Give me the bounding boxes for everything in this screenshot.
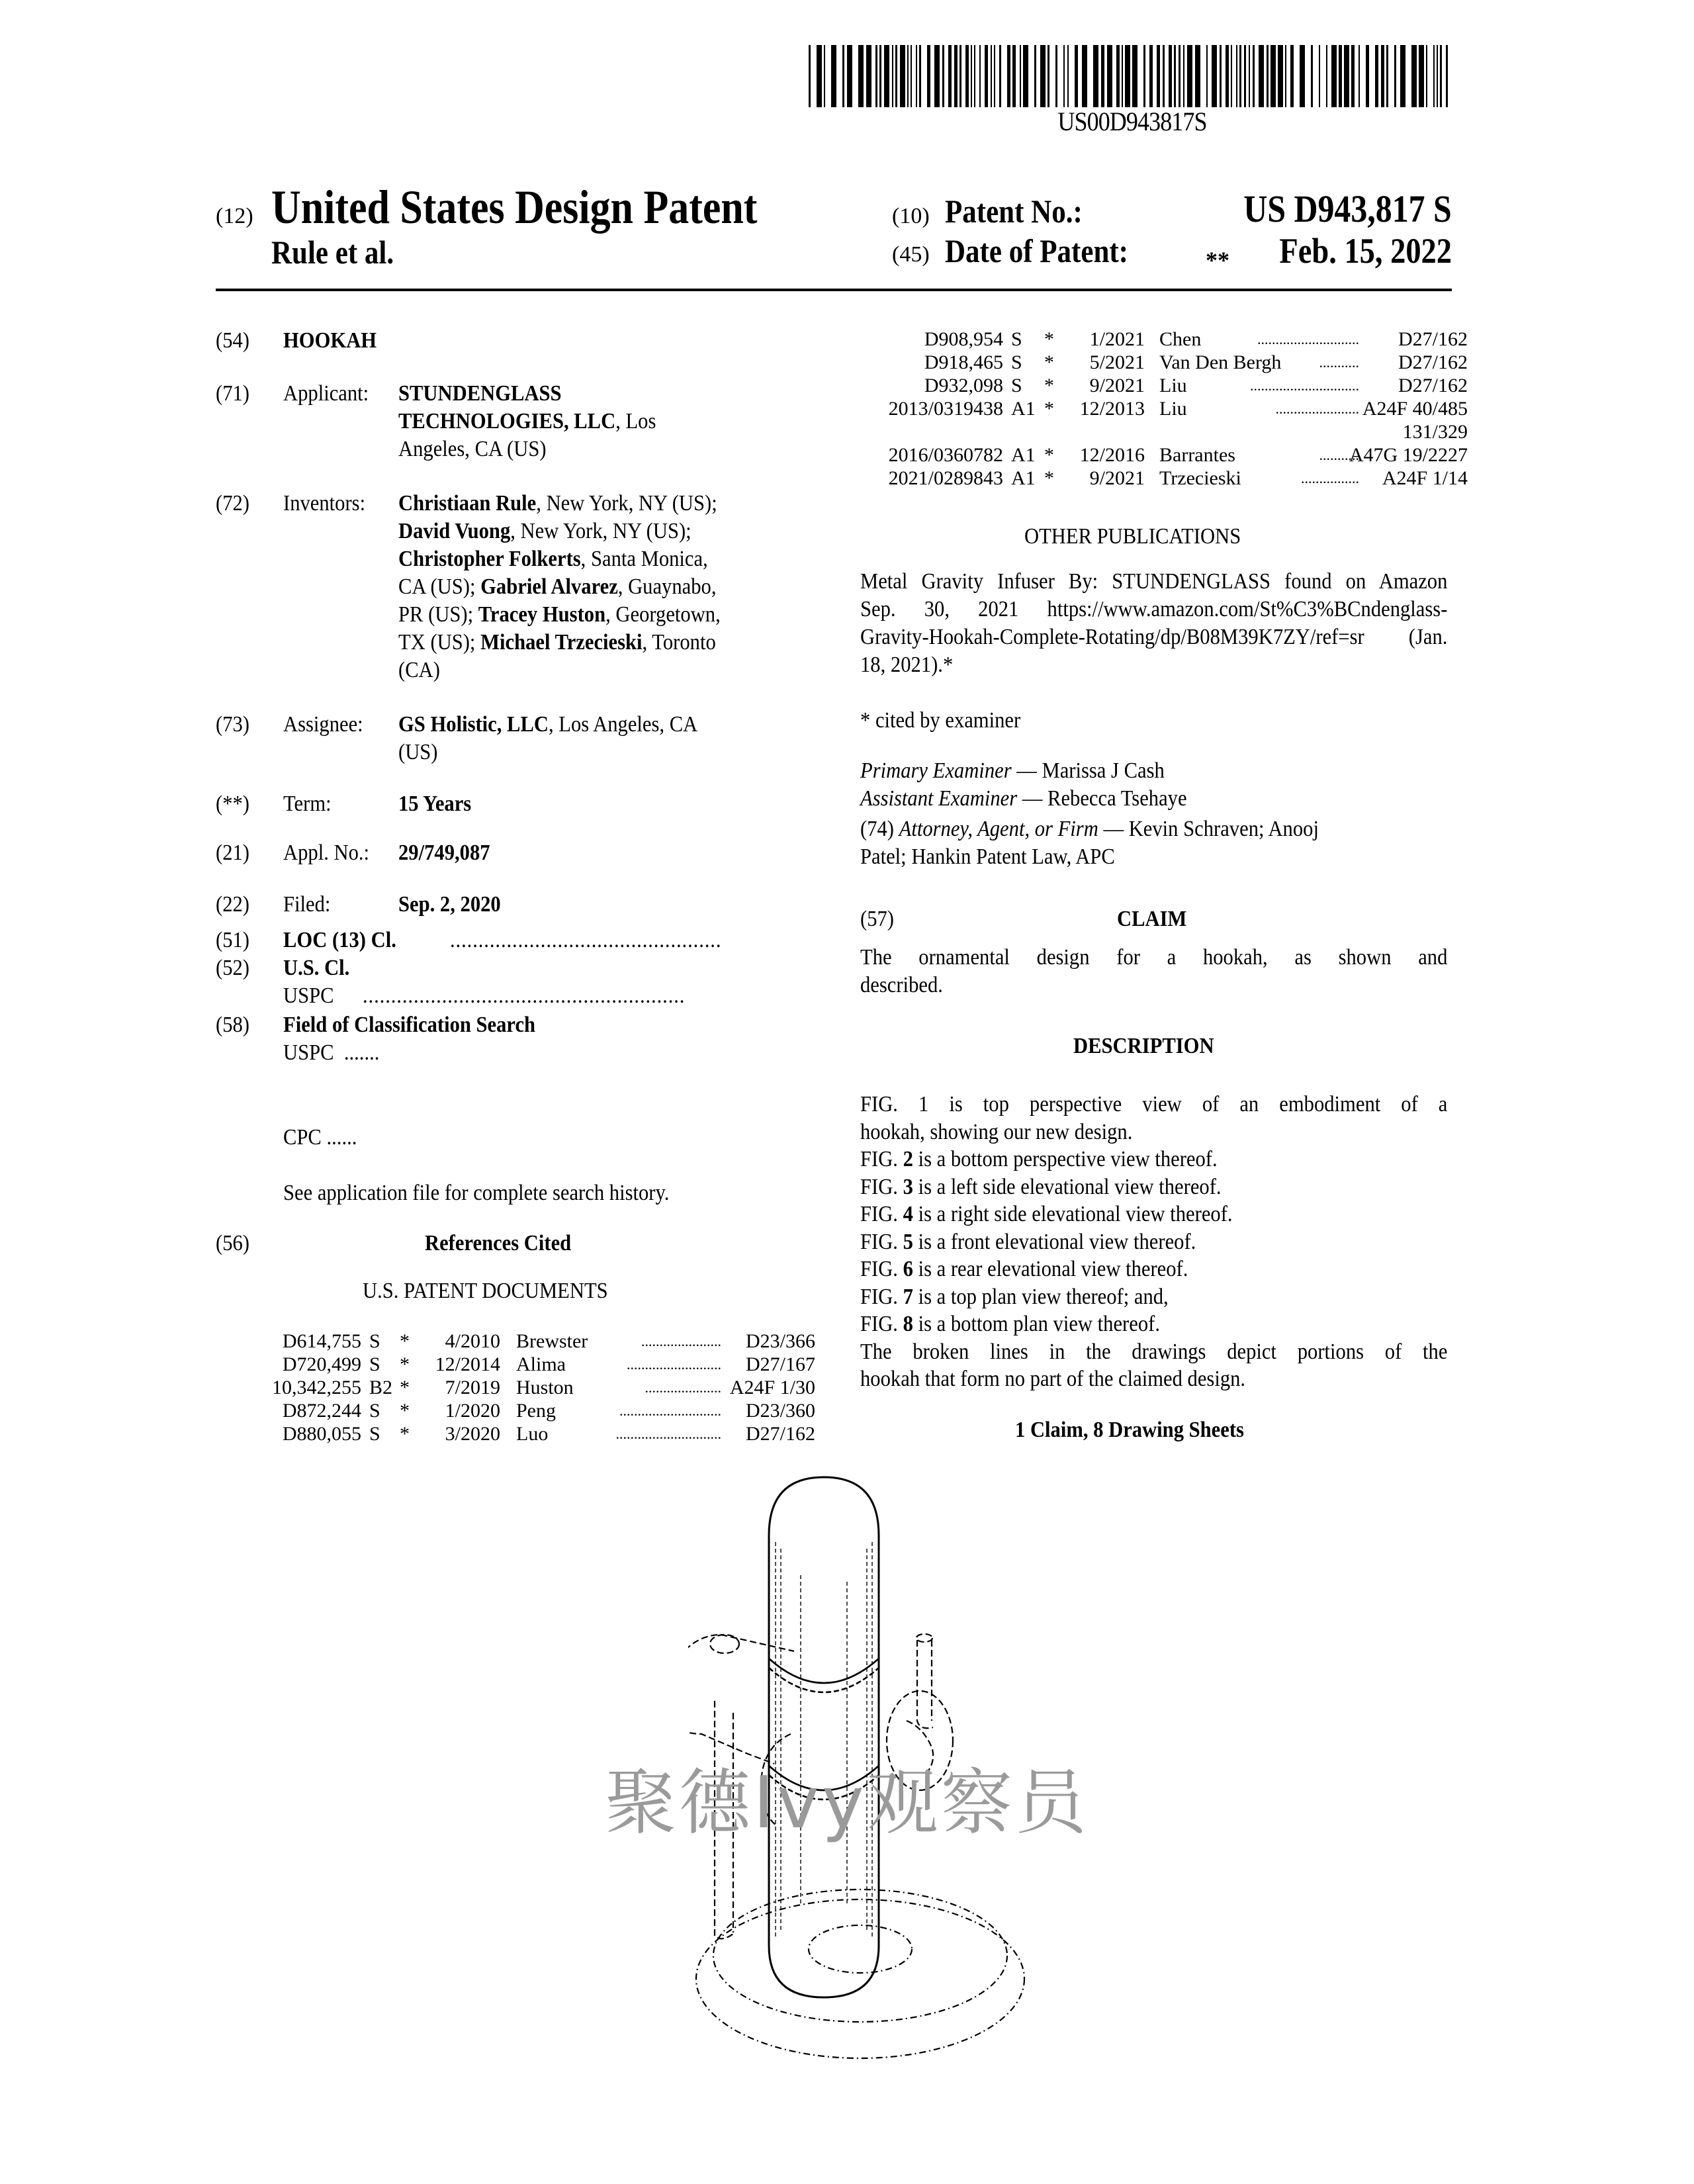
reference-number: D880,055 (282, 1423, 361, 1445)
reference-date: 3/2020 (445, 1423, 500, 1445)
inid-code-51: (51) (216, 928, 249, 952)
inventor-line: Christopher Folkerts, Santa Monica, (398, 547, 708, 571)
barcode-gap (1069, 45, 1075, 107)
reference-number: 2013/0319438 (888, 398, 1003, 420)
reference-star: * (1044, 398, 1054, 420)
reference-star: * (400, 1423, 410, 1445)
loc-dots: ................................................ (450, 928, 722, 952)
barcode-bar (1023, 45, 1028, 107)
inventor-line: (CA) (398, 658, 440, 682)
uspc-label: USPC (283, 983, 334, 1008)
other-pub-line: Sep. 30, 2021 https://www.amazon.com/St%C3%BCndenglass- (860, 597, 1448, 621)
reference-star: * (400, 1330, 410, 1352)
barcode-gap (1369, 45, 1375, 107)
inid-code-57: (57) (860, 907, 894, 931)
reference-number: 10,342,255 (272, 1377, 361, 1398)
barcode-bar (1419, 45, 1424, 107)
reference-row (0, 351, 1694, 374)
barcode-gap (1028, 45, 1034, 107)
reference-leader-dots: ............................ (1257, 331, 1359, 347)
barcode-gap (1405, 45, 1411, 107)
barcode-bar (1278, 45, 1283, 107)
reference-cls: D27/162 (746, 1423, 815, 1445)
reference-cls: D27/162 (1398, 351, 1468, 373)
barcode-gap (1001, 45, 1007, 107)
description-line: FIG. 8 is a bottom plan view thereof. (860, 1312, 1160, 1336)
inventor-line: TX (US); Michael Trzecieski, Toronto (398, 630, 716, 655)
reference-leader-dots: ...................... (641, 1333, 721, 1349)
reference-date: 9/2021 (1089, 375, 1145, 396)
description-line: The broken lines in the drawings depict portions of the (860, 1339, 1448, 1364)
inid-code-54: (54) (216, 328, 249, 353)
assignee-line-1: GS Holistic, LLC, Los Angeles, CA (398, 712, 698, 737)
barcode-bar (1187, 45, 1192, 107)
reference-name: Liu (1159, 398, 1187, 420)
uspc-dots: ......................................................... (363, 983, 686, 1008)
reference-leader-dots: ............................. (615, 1426, 721, 1442)
barcode-bar (831, 45, 836, 107)
barcode-gap (1388, 45, 1394, 107)
date-label: Date of Patent: (945, 232, 1129, 269)
barcode-bar (1040, 45, 1046, 107)
reference-kind: S (1011, 328, 1022, 350)
inid-code-52: (52) (216, 956, 249, 980)
reference-leader-dots: .......................... (627, 1356, 721, 1373)
reference-name: Brewster (516, 1330, 588, 1352)
reference-row (0, 1400, 1694, 1422)
barcode-bar (1400, 45, 1405, 107)
description-heading: DESCRIPTION (1073, 1034, 1214, 1058)
assistant-examiner: Assistant Examiner — Rebecca Tsehaye (860, 786, 1187, 811)
description-line: hookah that form no part of the claimed design. (860, 1367, 1246, 1391)
barcode-gap (1313, 45, 1319, 107)
date-marker: ** (1206, 247, 1229, 273)
barcode-bar (884, 45, 889, 107)
applicant-label: Applicant: (283, 381, 369, 406)
reference-date: 5/2021 (1089, 351, 1145, 373)
reference-star: * (1044, 351, 1054, 373)
patent-no-label: Patent No.: (945, 193, 1083, 230)
barcode-gap (852, 45, 858, 107)
field-search-note: See application file for complete search history. (283, 1181, 670, 1205)
barcode-bar (1259, 45, 1264, 107)
barcode-gap (1360, 45, 1366, 107)
primary-examiner: Primary Examiner — Marissa J Cash (860, 758, 1165, 783)
description-line: FIG. 3 is a left side elevational view thereof. (860, 1174, 1222, 1199)
reference-number: 2021/0289843 (888, 467, 1003, 489)
reference-date: 1/2020 (445, 1400, 500, 1422)
inid-code-term: (**) (216, 792, 249, 816)
reference-date: 12/2016 (1079, 444, 1145, 466)
barcode-bar (1344, 45, 1349, 107)
broken-line-base (696, 1889, 1024, 2058)
barcode-bar (858, 45, 864, 107)
reference-row (0, 375, 1694, 397)
reference-kind: S (369, 1353, 380, 1375)
inventor-short: Rule et al. (271, 234, 394, 271)
reference-name: Chen (1159, 328, 1202, 350)
reference-cls: A47G 19/2227 (1349, 444, 1468, 466)
barcode-gap (1049, 45, 1055, 107)
reference-row (0, 398, 1694, 420)
reference-cls: D23/360 (746, 1400, 815, 1422)
reference-star: * (400, 1377, 410, 1398)
reference-kind: S (1011, 375, 1022, 396)
reference-row (0, 444, 1694, 467)
reference-cls: D27/167 (746, 1353, 815, 1375)
barcode-bar (1107, 45, 1112, 107)
reference-date: 4/2010 (445, 1330, 500, 1352)
barcode-gap (1057, 45, 1063, 107)
inventor-line: David Vuong, New York, NY (US); (398, 519, 691, 543)
other-pub-line: 18, 2021).* (860, 653, 954, 677)
reference-kind: A1 (1011, 444, 1036, 466)
reference-number: D908,954 (924, 328, 1003, 350)
filed-label: Filed: (283, 892, 331, 917)
header-rule (216, 289, 1452, 291)
barcode-gap (1305, 45, 1311, 107)
barcode-bar (900, 45, 905, 107)
reference-row-continued (0, 421, 1694, 443)
barcode-bar (1125, 45, 1130, 107)
reference-number: D918,465 (924, 351, 1003, 373)
barcode-gap (1087, 45, 1093, 107)
barcode-bar (1411, 45, 1417, 107)
other-pubs-heading: OTHER PUBLICATIONS (1024, 524, 1241, 549)
reference-cls: A24F 1/14 (1382, 467, 1468, 489)
reference-row (0, 328, 1694, 351)
invention-title: HOOKAH (283, 328, 377, 353)
reference-kind: A1 (1011, 398, 1036, 420)
claim-text-line: described. (860, 973, 943, 997)
reference-name: Van Den Bergh (1159, 351, 1282, 373)
assignee-label: Assignee: (283, 712, 363, 737)
inventor-line: PR (US); Tracey Huston, Georgetown, (398, 602, 721, 627)
inventor-line: CA (US); Gabriel Alvarez, Guaynabo, (398, 574, 717, 599)
reference-name: Barrantes (1159, 444, 1235, 466)
barcode-gap (1200, 45, 1206, 107)
term-value: 15 Years (398, 792, 472, 816)
appl-no-value: 29/749,087 (398, 841, 490, 865)
reference-date: 12/2013 (1079, 398, 1145, 420)
reference-star: * (1044, 444, 1054, 466)
references-heading: References Cited (425, 1231, 572, 1255)
description-line: FIG. 6 is a rear elevational view thereof. (860, 1257, 1188, 1281)
reference-star: * (1044, 328, 1054, 350)
reference-number: D720,499 (282, 1353, 361, 1375)
document-title: United States Design Patent (271, 181, 758, 234)
inid-code-21: (21) (216, 841, 249, 865)
other-pub-line: Metal Gravity Infuser By: STUNDENGLASS found on Amazon (860, 569, 1448, 594)
reference-row (0, 467, 1694, 490)
claim-heading: CLAIM (1117, 907, 1187, 931)
reference-date: 1/2021 (1089, 328, 1145, 350)
reference-star: * (400, 1400, 410, 1422)
inid-code-10: (10) (892, 204, 930, 228)
reference-row (0, 1377, 1694, 1399)
applicant-line-3: Angeles, CA (US) (398, 437, 547, 461)
appl-no-label: Appl. No.: (283, 841, 370, 865)
reference-number: D932,098 (924, 375, 1003, 396)
barcode-gap (1294, 45, 1300, 107)
inid-code-22: (22) (216, 892, 249, 917)
reference-kind: S (369, 1400, 380, 1422)
barcode-bar (817, 45, 822, 107)
reference-name: Trzecieski (1159, 467, 1241, 489)
reference-date: 12/2014 (435, 1353, 500, 1375)
reference-leader-dots: ........... (1319, 354, 1359, 371)
reference-cls: A24F 40/485 (1362, 398, 1468, 420)
cited-by-examiner-note: * cited by examiner (860, 708, 1021, 733)
reference-kind: S (369, 1330, 380, 1352)
barcode-gap (825, 45, 831, 107)
barcode-bar (1132, 45, 1137, 107)
reference-number: D872,244 (282, 1400, 361, 1422)
attorney-line-2: Patel; Hankin Patent Law, APC (860, 844, 1115, 869)
barcode-bar (866, 45, 871, 107)
term-label: Term: (283, 792, 332, 816)
barcode-gap (836, 45, 842, 107)
other-pub-line: Gravity-Hookah-Complete-Rotating/dp/B08M39K7ZY/ref=sr (Jan. (860, 625, 1448, 649)
description-line: FIG. 2 is a bottom perspective view thereof. (860, 1147, 1218, 1171)
barcode-bar (847, 45, 852, 107)
reference-kind: S (1011, 351, 1022, 373)
barcode-bar (1082, 45, 1087, 107)
applicant-line-1: STUNDENGLASS (398, 381, 562, 406)
barcode-bar (1331, 45, 1337, 107)
reference-cls: A24F 1/30 (729, 1377, 815, 1398)
body-inner-lines (776, 1542, 872, 1939)
barcode-bar (1270, 45, 1276, 107)
loc-label: LOC (13) Cl. (283, 928, 396, 952)
reference-leader-dots: ....................... (1275, 400, 1359, 417)
field-cpc-label: CPC ...... (283, 1125, 357, 1150)
reference-cls: D23/366 (746, 1330, 815, 1352)
reference-row (0, 1423, 1694, 1445)
reference-kind: A1 (1011, 467, 1036, 489)
barcode-bar (1093, 45, 1098, 107)
reference-star: * (1044, 467, 1054, 489)
inid-code-56: (56) (216, 1231, 249, 1255)
reference-leader-dots: ........... (1319, 447, 1359, 463)
us-cl-label: U.S. Cl. (283, 956, 350, 980)
inventors-label: Inventors: (283, 491, 366, 516)
reference-name: Luo (516, 1423, 549, 1445)
inid-code-72: (72) (216, 491, 249, 516)
claims-sheets-summary: 1 Claim, 8 Drawing Sheets (1015, 1418, 1244, 1442)
description-line: FIG. 1 is top perspective view of an embodiment of a (860, 1092, 1448, 1116)
reference-star: * (400, 1353, 410, 1375)
description-line: FIG. 7 is a top plan view thereof; and, (860, 1284, 1169, 1309)
barcode-gap (1320, 45, 1326, 107)
reference-kind: S (369, 1423, 380, 1445)
reference-name: Huston (516, 1377, 574, 1398)
reference-leader-dots: .............................. (1250, 377, 1359, 394)
inventor-line: Christiaan Rule, New York, NY (US); (398, 491, 717, 516)
reference-name: Peng (516, 1400, 556, 1422)
barcode (809, 45, 1456, 107)
reference-name: Alima (516, 1353, 566, 1375)
barcode-bar (1300, 45, 1305, 107)
reference-leader-dots: ..................... (645, 1379, 721, 1396)
us-patent-docs-heading: U.S. PATENT DOCUMENTS (363, 1279, 608, 1303)
reference-cls: D27/162 (1398, 375, 1468, 396)
description-line: hookah, showing our new design. (860, 1119, 1133, 1144)
reference-cls-secondary: 131/329 (1402, 421, 1468, 443)
claim-text-line: The ornamental design for a hookah, as shown and (860, 945, 1448, 970)
barcode-gap (1448, 45, 1450, 107)
field-uspc-label: USPC ....... (283, 1040, 380, 1065)
description-line: FIG. 4 is a right side elevational view thereof. (860, 1202, 1233, 1226)
inid-code-45: (45) (892, 242, 930, 267)
barcode-bar (934, 45, 940, 107)
barcode-gap (921, 45, 927, 107)
assignee-line-2: (US) (398, 740, 438, 764)
applicant-line-2: TECHNOLOGIES, LLC, Los (398, 409, 656, 433)
reference-star: * (1044, 375, 1054, 396)
reference-date: 9/2021 (1089, 467, 1145, 489)
reference-kind: B2 (369, 1377, 393, 1398)
filed-value: Sep. 2, 2020 (398, 892, 501, 917)
inid-code-71: (71) (216, 381, 249, 406)
reference-number: D614,755 (282, 1330, 361, 1352)
barcode-bar (1212, 45, 1217, 107)
patent-date: Feb. 15, 2022 (1279, 231, 1452, 271)
reference-date: 7/2019 (445, 1377, 500, 1398)
attorney-line-1: (74) Attorney, Agent, or Firm — Kevin Schraven; Anooj (860, 817, 1319, 841)
description-line: FIG. 5 is a front elevational view thereof. (860, 1229, 1196, 1254)
inid-code-58: (58) (216, 1013, 249, 1037)
barcode-gap (1137, 45, 1143, 107)
inid-code-12: (12) (216, 204, 253, 228)
barcode-bar (1195, 45, 1200, 107)
watermark: 聚德Ivy观察员 (605, 1762, 1089, 1844)
reference-name: Liu (1159, 375, 1187, 396)
inid-code-73: (73) (216, 712, 249, 737)
barcode-gap (811, 45, 817, 107)
patent-number: US D943,817 S (1243, 187, 1452, 230)
reference-number: 2016/0360782 (888, 444, 1003, 466)
reference-leader-dots: ............................ (619, 1402, 721, 1419)
field-search-label: Field of Classification Search (283, 1013, 536, 1037)
reference-cls: D27/162 (1398, 328, 1468, 350)
barcode-gap (1427, 45, 1433, 107)
barcode-number: US00D943817S (1057, 107, 1207, 136)
reference-leader-dots: ................ (1301, 470, 1359, 486)
